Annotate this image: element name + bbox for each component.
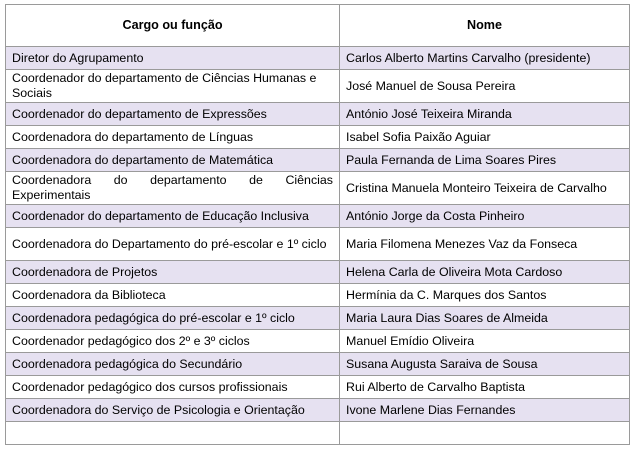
- nome-cell: Hermínia da C. Marques dos Santos: [340, 284, 630, 307]
- nome-cell: Ivone Marlene Dias Fernandes: [340, 399, 630, 422]
- cargo-cell: Coordenador pedagógico dos 2º e 3º ciclos: [6, 330, 340, 353]
- cargo-cell: Diretor do Agrupamento: [6, 47, 340, 70]
- nome-cell: José Manuel de Sousa Pereira: [340, 70, 630, 103]
- cargo-cell: Coordenadora do departamento de Línguas: [6, 126, 340, 149]
- cargo-cell: Coordenadora do departamento de Ciências Experimentais: [6, 172, 340, 205]
- table-row: [6, 353, 630, 376]
- table-row: [6, 307, 630, 330]
- header-nome: Nome: [340, 5, 630, 47]
- cargo-cell: [6, 422, 340, 445]
- table-row: [6, 70, 630, 103]
- nome-cell: Maria Filomena Menezes Vaz da Fonseca: [340, 228, 630, 261]
- document-page: [5, 4, 629, 445]
- table-row: [6, 172, 630, 205]
- table-row: [6, 261, 630, 284]
- nome-cell: Isabel Sofia Paixão Aguiar: [340, 126, 630, 149]
- table-row: [6, 376, 630, 399]
- table-row: [6, 284, 630, 307]
- table-row-empty: [6, 422, 630, 445]
- nome-cell: Helena Carla de Oliveira Mota Cardoso: [340, 261, 630, 284]
- table-row: [6, 399, 630, 422]
- members-table: [5, 4, 630, 445]
- cargo-cell: Coordenadora do Departamento do pré-escolar e 1º ciclo: [6, 228, 340, 261]
- cargo-cell: Coordenadora pedagógica do Secundário: [6, 353, 340, 376]
- cargo-cell: Coordenadora da Biblioteca: [6, 284, 340, 307]
- nome-cell: António Jorge da Costa Pinheiro: [340, 205, 630, 228]
- cargo-cell: Coordenador do departamento de Ciências Humanas e Sociais: [6, 70, 340, 103]
- nome-cell: Manuel Emídio Oliveira: [340, 330, 630, 353]
- nome-cell: Cristina Manuela Monteiro Teixeira de Carvalho: [340, 172, 630, 205]
- table-row: [6, 47, 630, 70]
- nome-cell: Paula Fernanda de Lima Soares Pires: [340, 149, 630, 172]
- nome-cell: Maria Laura Dias Soares de Almeida: [340, 307, 630, 330]
- header-cargo: Cargo ou função: [6, 5, 340, 47]
- table-header-row: [6, 5, 630, 47]
- cargo-cell: Coordenador do departamento de Educação Inclusiva: [6, 205, 340, 228]
- table-row: [6, 149, 630, 172]
- table-row: [6, 103, 630, 126]
- cargo-cell: Coordenador pedagógico dos cursos profissionais: [6, 376, 340, 399]
- nome-cell: Carlos Alberto Martins Carvalho (presidente): [340, 47, 630, 70]
- cargo-cell: Coordenador do departamento de Expressões: [6, 103, 340, 126]
- nome-cell: António José Teixeira Miranda: [340, 103, 630, 126]
- nome-cell: [340, 422, 630, 445]
- table-row: [6, 205, 630, 228]
- cargo-cell: Coordenadora do Serviço de Psicologia e Orientação: [6, 399, 340, 422]
- cargo-cell: Coordenadora do departamento de Matemática: [6, 149, 340, 172]
- nome-cell: Susana Augusta Saraiva de Sousa: [340, 353, 630, 376]
- table-row: [6, 228, 630, 261]
- cargo-cell: Coordenadora de Projetos: [6, 261, 340, 284]
- cargo-cell: Coordenadora pedagógica do pré-escolar e 1º ciclo: [6, 307, 340, 330]
- table-row: [6, 330, 630, 353]
- table-row: [6, 126, 630, 149]
- nome-cell: Rui Alberto de Carvalho Baptista: [340, 376, 630, 399]
